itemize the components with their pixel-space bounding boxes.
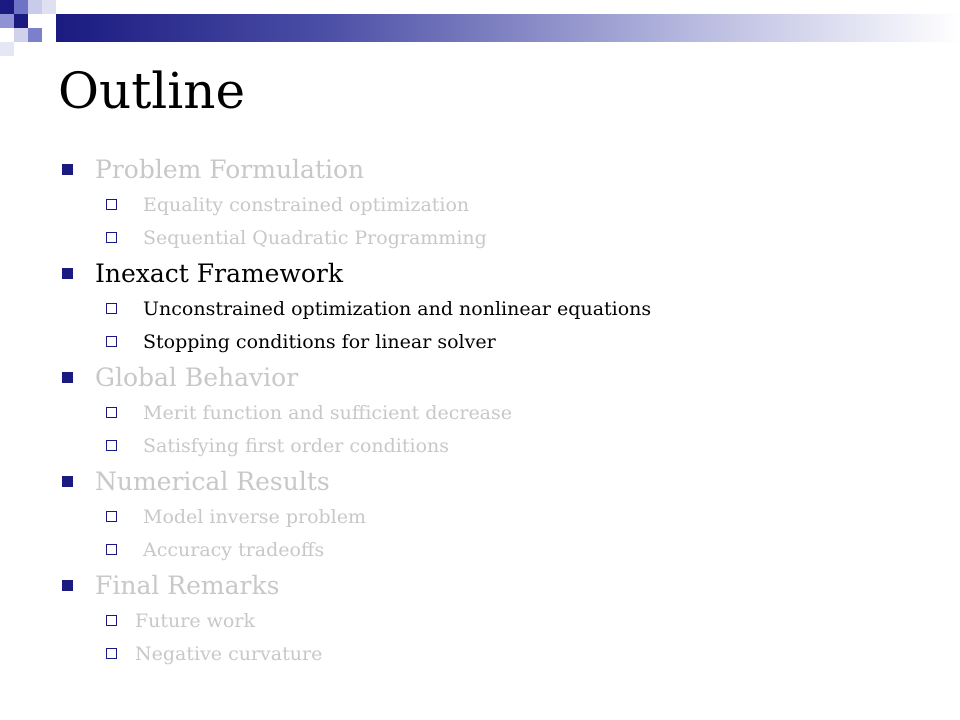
sub-item [60,221,940,254]
hollow-square-bullet-icon [106,511,117,522]
section-label: Final Remarks [95,570,280,600]
sub-item-label: Accuracy tradeoffs [143,538,325,561]
hollow-square-bullet-icon [106,199,117,210]
sub-item [60,604,940,637]
outline-section [60,254,940,358]
hollow-square-bullet-icon [106,615,117,626]
sub-item [60,429,940,462]
outline-section [60,566,940,670]
sub-item [60,292,940,325]
decorative-square [28,0,42,14]
decorative-square [14,28,28,42]
filled-square-bullet-icon [62,164,73,175]
section-row [60,566,940,604]
sub-item-label: Sequential Quadratic Programming [143,226,487,249]
slide-title: Outline [58,62,246,120]
outline-section [60,358,940,462]
sub-item-label: Merit function and sufficient decrease [143,401,513,424]
hollow-square-bullet-icon [106,336,117,347]
decorative-square [28,28,42,42]
sub-item-label: Model inverse problem [143,505,367,528]
sub-item-label: Unconstrained optimization and nonlinear equations [143,297,652,320]
sub-item [60,500,940,533]
sub-list [60,292,940,358]
sub-item-label: Equality constrained optimization [143,193,470,216]
section-row [60,462,940,500]
hollow-square-bullet-icon [106,303,117,314]
decorative-square [14,14,28,28]
section-label: Problem Formulation [95,154,365,184]
decorative-square [42,0,56,14]
section-row [60,150,940,188]
sub-item [60,188,940,221]
hollow-square-bullet-icon [106,407,117,418]
hollow-square-bullet-icon [106,232,117,243]
sub-item-label: Satisfying first order conditions [143,434,450,457]
sub-item [60,533,940,566]
filled-square-bullet-icon [62,580,73,591]
section-label: Inexact Framework [95,258,344,288]
sub-list [60,188,940,254]
section-label: Global Behavior [95,362,299,392]
decorative-square [14,0,28,14]
hollow-square-bullet-icon [106,440,117,451]
decorative-square [0,14,14,28]
outline-list [60,150,940,670]
outline-section [60,462,940,566]
sub-list [60,604,940,670]
hollow-square-bullet-icon [106,648,117,659]
sub-item [60,396,940,429]
filled-square-bullet-icon [62,268,73,279]
section-label: Numerical Results [95,466,330,496]
outline-section [60,150,940,254]
section-row [60,254,940,292]
sub-item-label: Stopping conditions for linear solver [143,330,496,353]
decorative-square [0,42,14,56]
sub-item [60,325,940,358]
top-gradient-bar [56,14,960,42]
sub-list [60,396,940,462]
sub-list [60,500,940,566]
sub-item-label: Future work [135,609,255,632]
sub-item-label: Negative curvature [135,642,323,665]
section-row [60,358,940,396]
sub-item [60,637,940,670]
filled-square-bullet-icon [62,372,73,383]
decorative-square [0,0,14,14]
filled-square-bullet-icon [62,476,73,487]
hollow-square-bullet-icon [106,544,117,555]
